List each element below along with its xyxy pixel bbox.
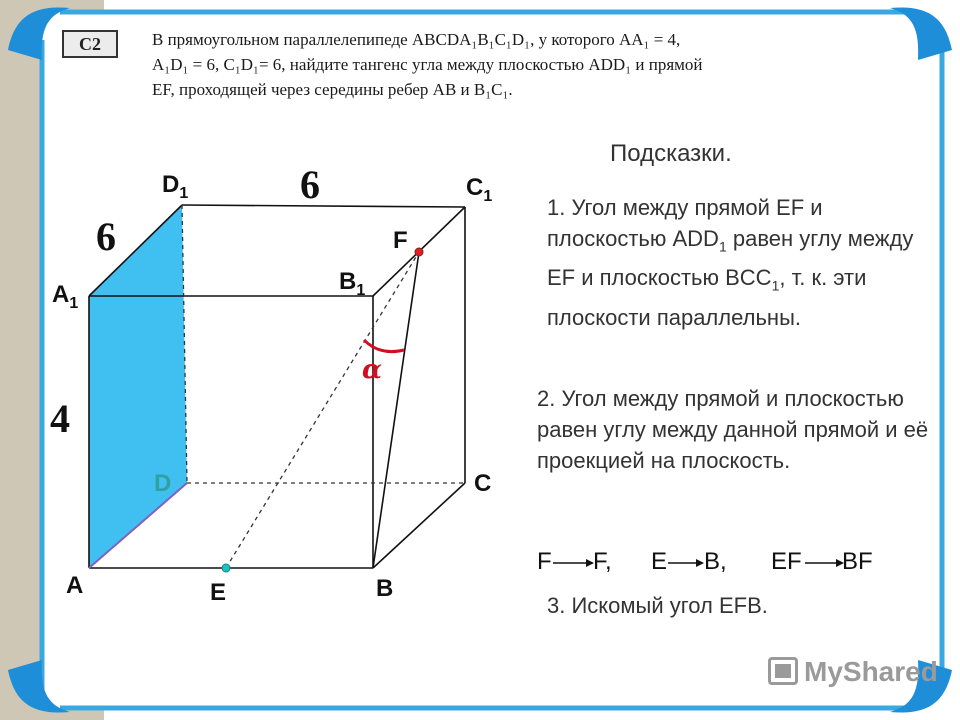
plane-add1 <box>89 205 187 568</box>
angle-alpha-label: α <box>362 355 383 385</box>
segment-bf <box>373 252 419 568</box>
map-from-1: F <box>537 548 552 575</box>
label-b1: $B_1$ <box>339 268 366 299</box>
problem-line-1: В прямоугольном параллелепипеде ABCDA₁B₁C₁D₁, у которого AA₁ = 4, <box>152 30 681 49</box>
map-arrowhead-2 <box>696 559 704 567</box>
label-c1: $C_1$ <box>466 174 493 205</box>
problem-line-3: EF, проходящей через середины ребер AB и B₁C₁. <box>152 80 513 99</box>
mapping-row <box>537 548 873 575</box>
map-from-3: EF <box>771 548 802 575</box>
label-f: F <box>393 227 408 254</box>
point-f <box>415 248 423 256</box>
map-to-2: B, <box>704 548 727 575</box>
problem-line-2: A₁D₁ = 6, C₁D₁= 6, найдите тангенс угла между плоскостью ADD₁ и прямой <box>152 55 703 74</box>
label-d1: $D_1$ <box>162 171 189 202</box>
edge-d1c1 <box>182 205 465 207</box>
edge-bc <box>373 483 465 568</box>
segment-ef <box>226 252 419 568</box>
map-from-2: E <box>651 548 668 575</box>
watermark-logo-icon <box>768 657 798 685</box>
label-d: D <box>154 470 172 497</box>
map-to-1: F, <box>593 548 612 575</box>
dimension-side: 6 <box>96 214 116 259</box>
hint-2: 2. Угол между прямой и плоскостью равен углу между данной прямой и её проекцией на плоскость. <box>537 386 929 473</box>
point-e <box>222 564 230 572</box>
label-a1: $A_1$ <box>52 281 79 312</box>
hints-title: Подсказки. <box>610 140 732 167</box>
hint-1: 1. Угол между прямой EF и плоскостью $ADD_1$ равен углу между EF и плоскостью $BCC_1$, т. к. эти плоскости параллельны. <box>547 195 914 330</box>
dimension-top: 6 <box>300 162 320 207</box>
problem-badge: С2 <box>62 30 118 58</box>
label-a: A <box>66 572 84 599</box>
label-c: C <box>474 470 492 497</box>
label-b: B <box>376 575 394 602</box>
hint-3: 3. Искомый угол EFB. <box>547 593 768 618</box>
label-e: E <box>210 579 227 606</box>
angle-arc <box>364 340 404 352</box>
watermark <box>768 656 938 688</box>
dimension-height: 4 <box>50 396 70 441</box>
watermark-text: MyShared <box>804 656 938 687</box>
map-to-3: BF <box>842 548 873 575</box>
